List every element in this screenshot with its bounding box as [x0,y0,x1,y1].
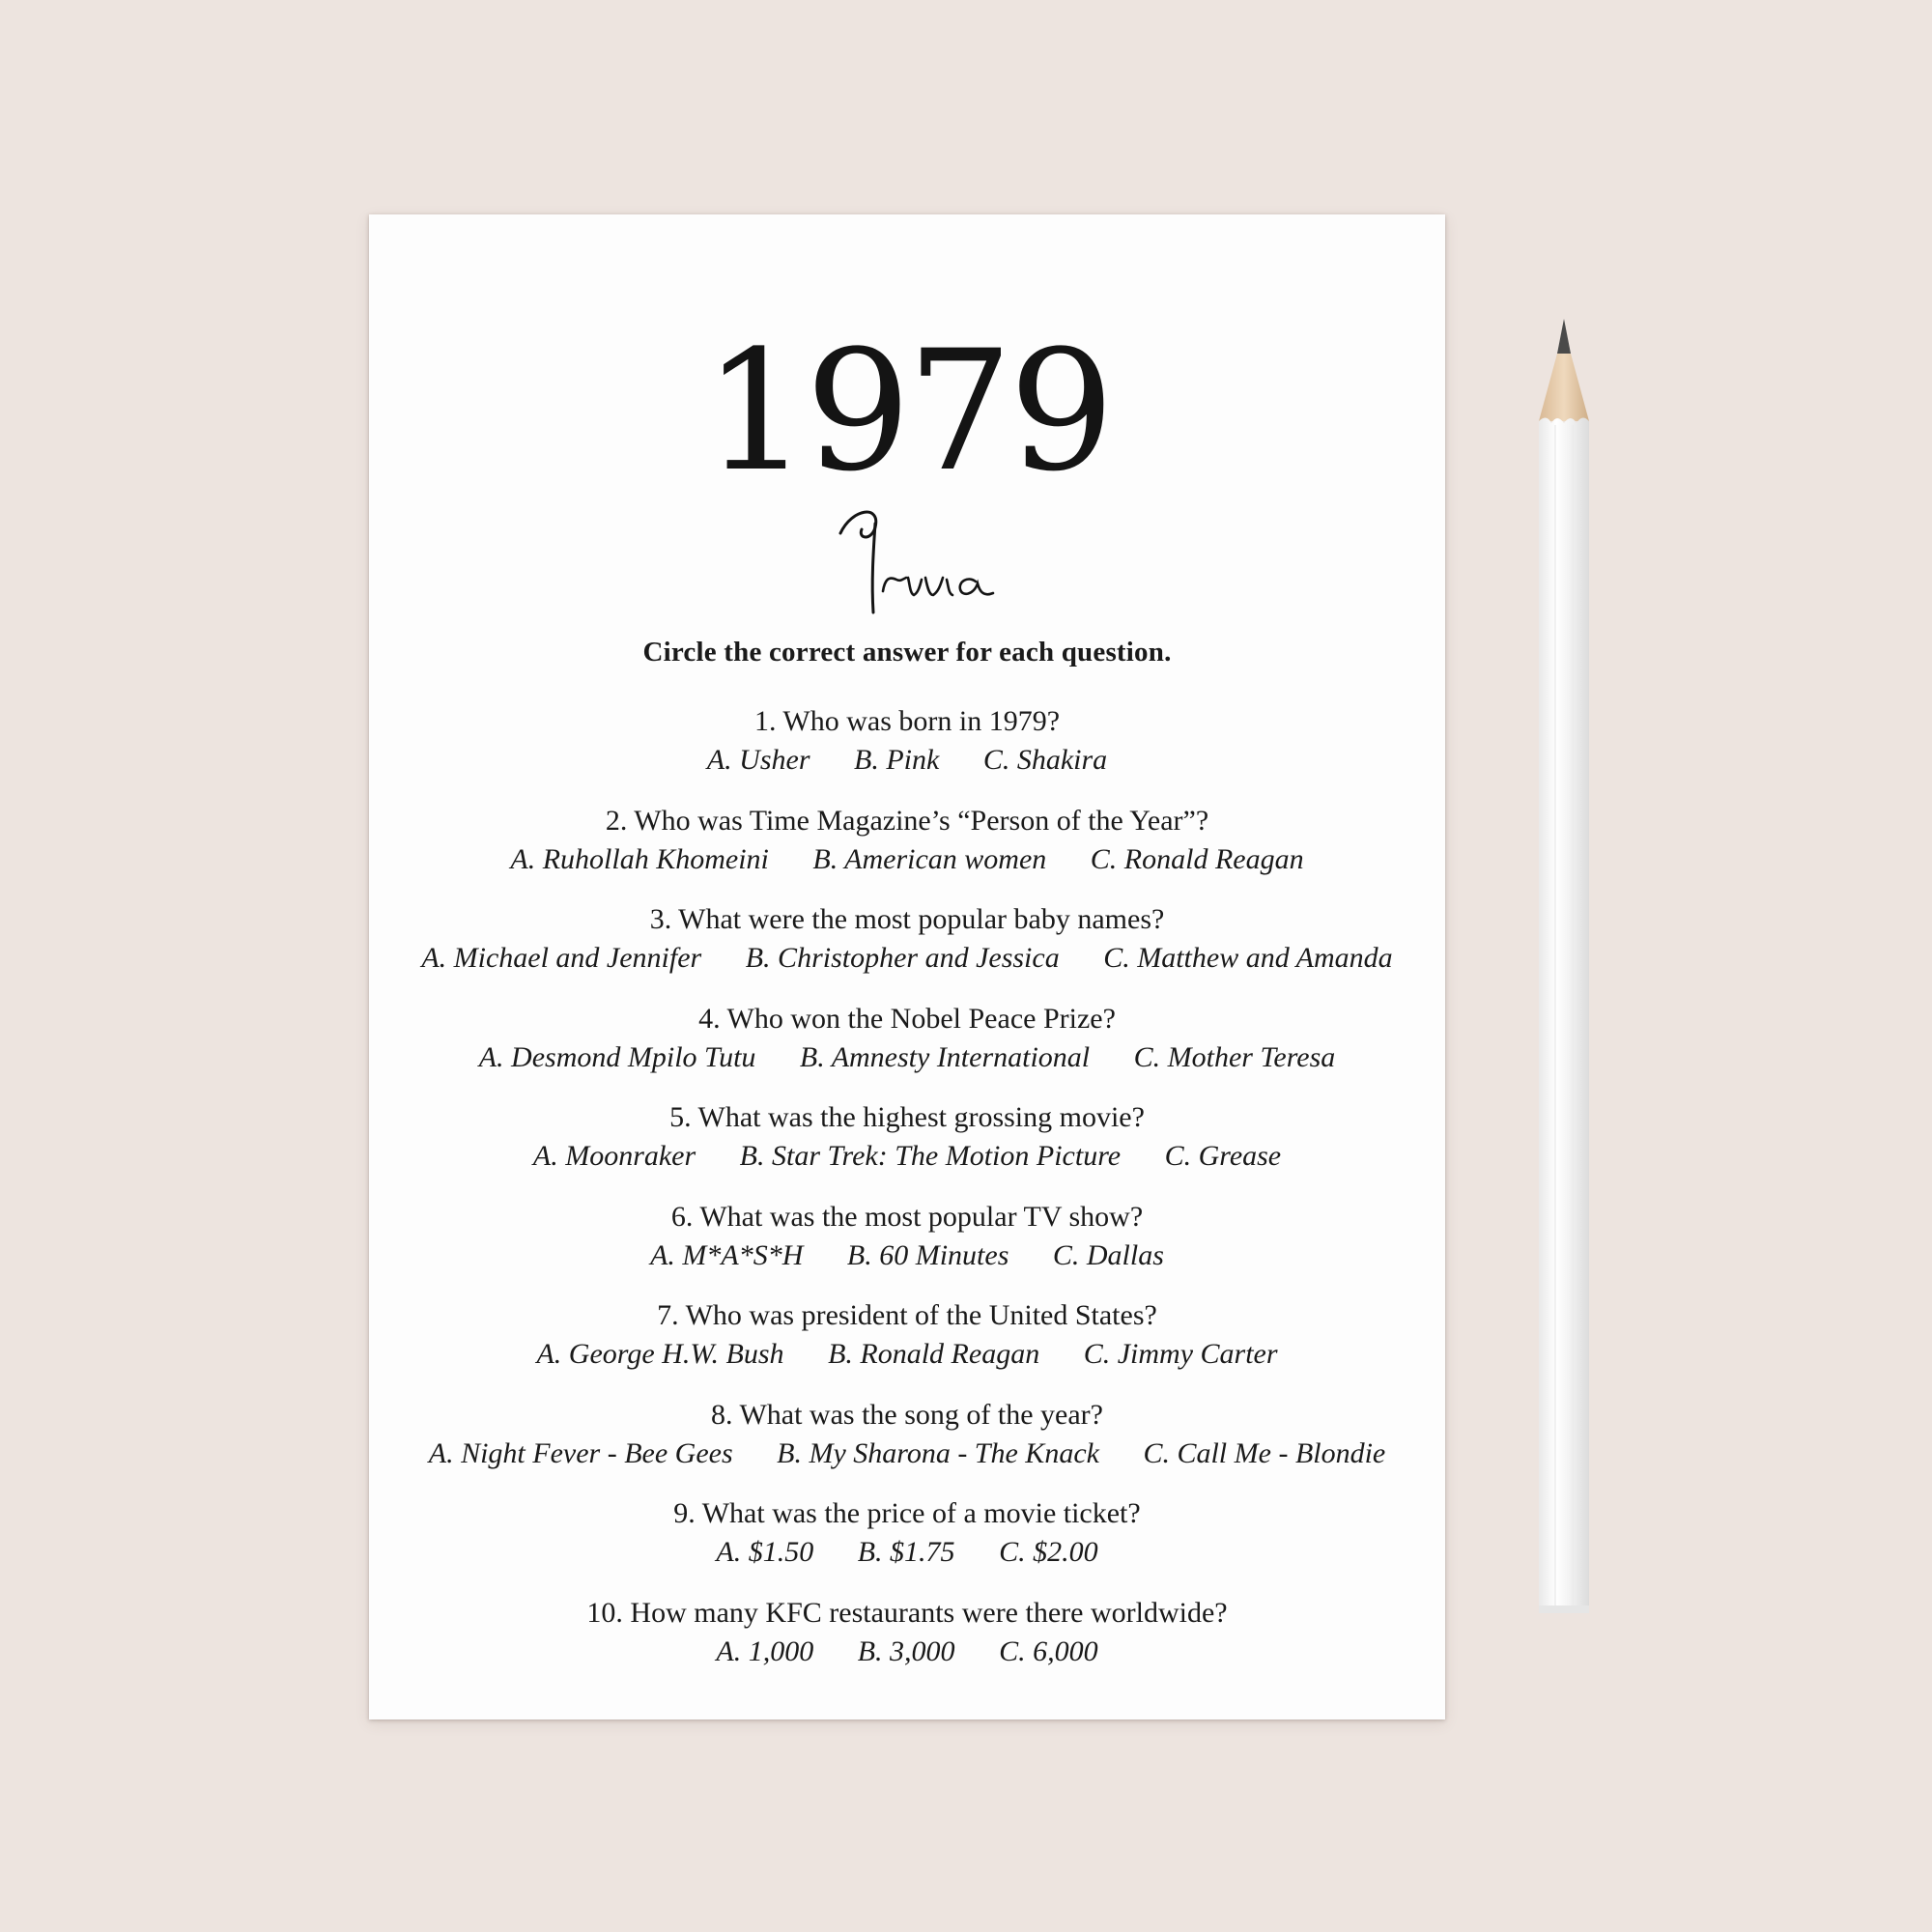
question-item [369,1000,1445,1099]
answer-option[interactable]: A. George H.W. Bush [536,1338,784,1370]
answer-option[interactable]: C. Shakira [982,744,1108,776]
question-text: 9. What was the price of a movie ticket? [673,1497,1141,1529]
pencil [1536,317,1592,1621]
answer-options [369,1137,1445,1176]
year-title: 1979 [703,314,1111,508]
trivia-script-title [833,495,997,614]
answer-option[interactable]: B. $1.75 [857,1536,955,1568]
question-item [369,1296,1445,1396]
answer-option[interactable]: C. Jimmy Carter [1083,1338,1278,1370]
question-item [369,900,1445,1000]
answer-option[interactable]: C. 6,000 [999,1634,1098,1667]
answer-option[interactable]: C. Dallas [1052,1238,1164,1271]
question-text: 4. Who won the Nobel Peace Prize? [698,1002,1116,1035]
answer-options [369,1633,1445,1671]
pencil-icon [1536,317,1592,1621]
answer-option[interactable]: A. Desmond Mpilo Tutu [478,1040,756,1073]
answer-option[interactable]: B. Pink [854,744,940,776]
answer-option[interactable]: C. Matthew and Amanda [1103,942,1393,974]
question-item [369,702,1445,802]
question-text: 6. What was the most popular TV show? [670,1200,1144,1233]
question-item [369,1098,1445,1198]
answer-option[interactable]: A. $1.50 [716,1536,814,1568]
answer-options [369,840,1445,879]
answer-option[interactable]: B. Christopher and Jessica [745,942,1060,974]
answer-option[interactable]: B. Star Trek: The Motion Picture [739,1140,1122,1172]
question-text: 3. What were the most popular baby names? [649,903,1165,935]
trivia-card [369,214,1445,1719]
answer-options [369,741,1445,780]
answer-options [369,1335,1445,1374]
question-text: 2. Who was Time Magazine’s “Person of the Year”? [605,804,1209,837]
answer-option[interactable]: B. Amnesty International [799,1040,1091,1073]
answer-option[interactable]: A. Ruhollah Khomeini [510,842,769,875]
question-text: 8. What was the song of the year? [711,1398,1103,1431]
answer-option[interactable]: A. Michael and Jennifer [421,942,702,974]
answer-options [369,1038,1445,1077]
answer-option[interactable]: A. Usher [706,744,810,776]
answer-option[interactable]: B. 60 Minutes [846,1238,1009,1271]
answer-option[interactable]: B. Ronald Reagan [828,1338,1040,1370]
answer-option[interactable]: C. Grease [1164,1140,1282,1172]
question-list [369,702,1445,1692]
answer-option[interactable]: A. Moonraker [532,1140,696,1172]
question-item [369,802,1445,901]
answer-options [369,1236,1445,1275]
answer-options [369,1435,1445,1473]
question-item [369,1594,1445,1693]
answer-option[interactable]: A. Night Fever - Bee Gees [428,1436,733,1469]
question-text: 7. Who was president of the United States? [657,1299,1157,1331]
question-item [369,1198,1445,1297]
answer-options [369,939,1445,978]
answer-option[interactable]: A. 1,000 [716,1634,814,1667]
answer-option[interactable]: B. 3,000 [857,1634,955,1667]
trivia-script-lettering [833,495,997,614]
answer-option[interactable]: B. American women [812,842,1047,875]
answer-options [369,1533,1445,1572]
question-text: 10. How many KFC restaurants were there worldwide? [586,1596,1228,1629]
answer-option[interactable]: A. M*A*S*H [650,1238,804,1271]
answer-option[interactable]: B. My Sharona - The Knack [777,1436,1099,1469]
instructions: Circle the correct answer for each question. [642,637,1172,668]
question-item [369,1396,1445,1495]
answer-option[interactable]: C. Mother Teresa [1133,1040,1336,1073]
answer-option[interactable]: C. $2.00 [999,1536,1098,1568]
answer-option[interactable]: C. Call Me - Blondie [1143,1436,1386,1469]
question-text: 1. Who was born in 1979? [753,705,1061,737]
answer-option[interactable]: C. Ronald Reagan [1090,842,1304,875]
question-text: 5. What was the highest grossing movie? [669,1101,1145,1133]
question-item [369,1494,1445,1594]
